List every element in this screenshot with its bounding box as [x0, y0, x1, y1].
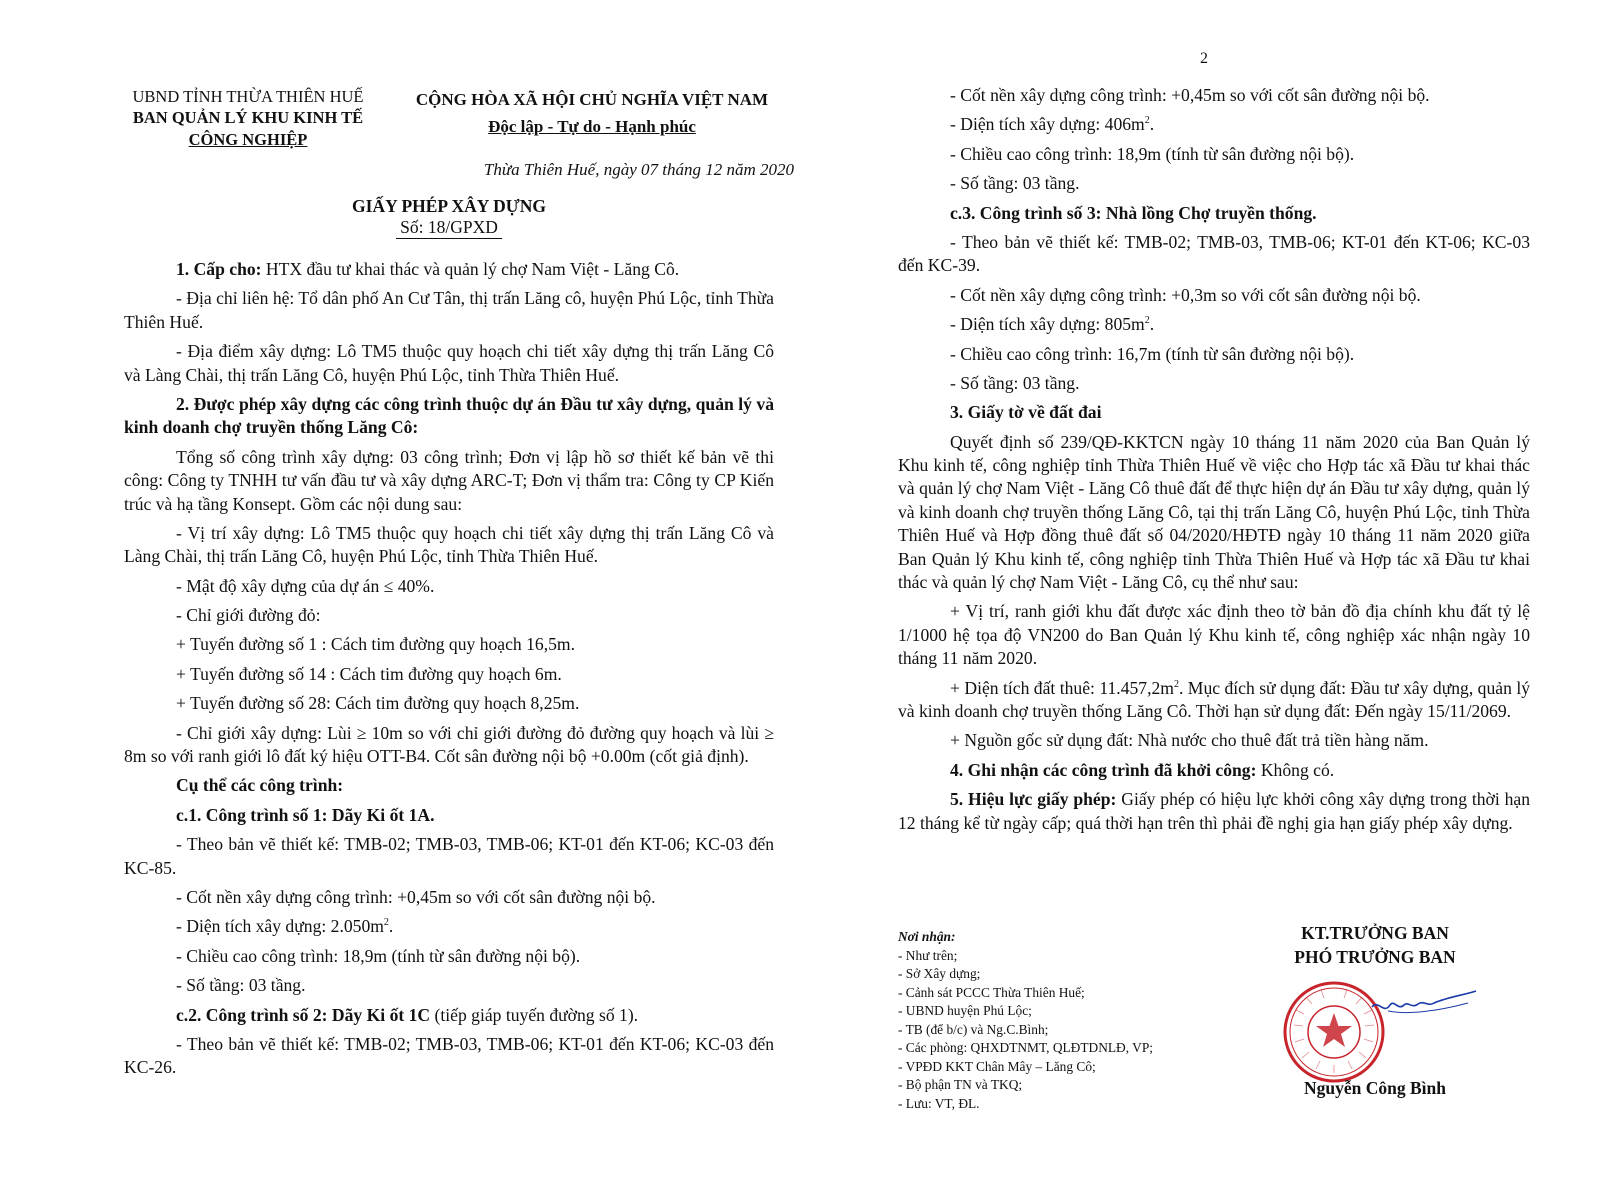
authority-line-2: BAN QUẢN LÝ KHU KINH TẾ [132, 108, 364, 128]
section-4-text: Không có. [1256, 759, 1335, 780]
recipient-item: - UBND huyện Phú Lộc; [898, 1003, 1032, 1018]
section-1-text: HTX đầu tư khai thác và quản lý chợ Nam Việt - Lăng Cô. [261, 259, 680, 279]
document-title: GIẤY PHÉP XÂY DỰNG [352, 196, 546, 216]
document-header [114, 86, 794, 156]
work-2-area [898, 113, 1530, 136]
land-area-end: . Mục đích sử dụng đất: Đầu tư xây dựng, quản lý và kinh doanh chợ truyền thống Lăng Cô. Thời hạn sử dụng đất: Đến ngày 15/11/2069. [898, 677, 1530, 721]
national-title: CỘNG HÒA XÃ HỘI CHỦ NGHĨA VIỆT NAM [415, 90, 769, 109]
recipient-item: - TB (để b/c) và Ng.C.Bình; [898, 1021, 1049, 1037]
work-1-floors: - Số tầng: 03 tầng. [176, 975, 306, 996]
section-1-label: 1. Cấp cho: [176, 259, 262, 279]
works-heading: Cụ thể các công trình: [176, 775, 344, 796]
signature-title [1240, 922, 1510, 969]
recipient-item: - Sở Xây dựng; [898, 966, 981, 981]
work-1-height: - Chiều cao công trình: 18,9m (tính từ sân đường nội bộ). [176, 945, 581, 966]
work-2-floors: - Số tầng: 03 tầng. [950, 173, 1080, 194]
work-3-height: - Chiều cao công trình: 16,7m (tính từ sân đường nội bộ). [950, 343, 1355, 364]
work-2-height: - Chiều cao công trình: 18,9m (tính từ sân đường nội bộ). [950, 143, 1355, 164]
land-area-sup: 2 [1173, 678, 1179, 690]
construction-location: - Địa điểm xây dựng: Lô TM5 thuộc quy hoạch chi tiết xây dựng thị trấn Lăng Cô và Làng Chài, thị trấn Lăng Cô, huyện Phú Lộc, tỉnh Thừa Thiên Huế. [124, 341, 774, 385]
handwritten-signature [1368, 985, 1478, 1035]
contact-address: - Địa chỉ liên hệ: Tổ dân phố An Cư Tân, thị trấn Lăng cô, huyện Phú Lộc, tỉnh Thừa Thiên Huế. [124, 288, 774, 332]
work-2-area-text: - Diện tích xây dựng: 406m [950, 114, 1145, 135]
red-line-heading: - Chỉ giới đường đỏ: [176, 605, 321, 626]
section-4-label: 4. Ghi nhận các công trình đã khởi công: [950, 759, 1257, 780]
issuing-authority [114, 86, 382, 150]
recipient-item: - Như trên; [898, 947, 958, 963]
work-2-area-end: . [1149, 114, 1155, 135]
recipients-block [898, 928, 1238, 1113]
work-2-heading-label: c.2. Công trình số 2: Dãy Ki ốt 1C [176, 1004, 431, 1025]
authority-line-1: UBND TỈNH THỪA THIÊN HUẾ [132, 87, 364, 106]
construction-position: - Vị trí xây dựng: Lô TM5 thuộc quy hoạch chi tiết xây dựng thị trấn Lăng Cô và Làng Chài, thị trấn Lăng Cô, huyện Phú Lộc, tỉnh Thừa Thiên Huế. [124, 522, 774, 567]
road-14: + Tuyến đường số 14 : Cách tim đường quy hoạch 6m. [176, 663, 562, 684]
work-1-heading: c.1. Công trình số 1: Dãy Ki ốt 1A. [176, 804, 435, 825]
work-3-floor-level: - Cốt nền xây dựng công trình: +0,3m so với cốt sân đường nội bộ. [950, 284, 1421, 305]
section-5 [898, 788, 1530, 835]
section-3-heading: 3. Giấy tờ về đất đai [950, 402, 1102, 423]
work-3-area [898, 313, 1530, 336]
land-boundary: + Vị trí, ranh giới khu đất được xác định theo tờ bản đồ địa chính khu đất tỷ lệ 1/1000 hệ tọa độ VN200 do Ban Quản lý Khu kinh tế, công nghiệp xác nhận ngày 10 tháng 11 năm 2020. [898, 601, 1530, 669]
land-area-text: + Diện tích đất thuê: 11.457,2m [950, 677, 1174, 698]
work-3-area-text: - Diện tích xây dựng: 805m [950, 314, 1145, 335]
road-1: + Tuyến đường số 1 : Cách tim đường quy hoạch 16,5m. [176, 634, 575, 655]
national-heading [390, 86, 794, 140]
recipient-item: - VPĐD KKT Chân Mây – Lăng Cô; [898, 1058, 1096, 1074]
left-column [124, 258, 774, 1198]
document-title-block [124, 196, 774, 239]
work-1-area [124, 915, 774, 938]
work-3-heading: c.3. Công trình số 3: Nhà lồng Chợ truyền thống. [950, 202, 1317, 223]
signer-name: Nguyễn Công Bình [1304, 1078, 1446, 1098]
section-4 [898, 759, 1530, 782]
land-origin: + Nguồn gốc sử dụng đất: Nhà nước cho thuê đất trả tiền hàng năm. [950, 730, 1429, 751]
building-density: - Mật độ xây dựng của dự án ≤ 40%. [176, 575, 435, 596]
issue-date: Thừa Thiên Huế, ngày 07 tháng 12 năm 2020 [483, 160, 794, 179]
section-2-intro: Tổng số công trình xây dựng: 03 công trình; Đơn vị lập hồ sơ thiết kế bản vẽ thi công: Công ty TNHH tư vấn đầu tư và xây dựng ARC-T; Đơn vị thẩm tra: Công ty CP Kiến trúc và hạ tầng Konsept. Gồm các nội dung sau: [124, 446, 774, 514]
document-number: Số: 18/GPXD [396, 217, 502, 239]
work-1-drawings: - Theo bản vẽ thiết kế: TMB-02; TMB-03, TMB-06; KT-01 đến KT-06; KC-03 đến KC-85. [124, 834, 774, 878]
work-2-heading [124, 1004, 774, 1027]
road-28: + Tuyến đường số 28: Cách tim đường quy hoạch 8,25m. [176, 693, 580, 714]
work-2-floor-level: - Cốt nền xây dựng công trình: +0,45m so với cốt sân đường nội bộ. [950, 85, 1430, 105]
work-3-area-sup: 2 [1144, 315, 1150, 327]
national-motto: Độc lập - Tự do - Hạnh phúc [488, 117, 696, 137]
recipient-item: - Bộ phận TN và TKQ; [898, 1077, 1023, 1092]
work-1-area-end: . [388, 916, 394, 937]
work-2-heading-note: (tiếp giáp tuyến đường số 1). [430, 1004, 639, 1025]
recipient-item: - Cảnh sát PCCC Thừa Thiên Huế; [898, 984, 1085, 1000]
work-3-drawings: - Theo bản vẽ thiết kế: TMB-02; TMB-03, TMB-06; KT-01 đến KT-06; KC-03 đến KC-39. [898, 231, 1530, 276]
authority-line-3: CÔNG NGHIỆP [188, 129, 308, 149]
work-1-floor-level: - Cốt nền xây dựng công trình: +0,45m so với cốt sân đường nội bộ. [176, 886, 656, 907]
section-5-text: Giấy phép có hiệu lực khởi công xây dựng trong thời hạn 12 tháng kể từ ngày cấp; quá thời hạn trên thì phải đề nghị gia hạn giấy phép xây dựng. [898, 789, 1530, 833]
recipients-title: Nơi nhận: [898, 929, 956, 944]
recipient-item: - Các phòng: QHXDTNMT, QLĐTDNLĐ, VP; [898, 1040, 1154, 1055]
land-area [898, 677, 1530, 724]
work-2-drawings: - Theo bản vẽ thiết kế: TMB-02; TMB-03, TMB-06; KT-01 đến KT-06; KC-03 đến KC-26. [124, 1033, 774, 1078]
signature-line-1: KT.TRƯỞNG BAN [1301, 923, 1449, 943]
work-3-floors: - Số tầng: 03 tầng. [950, 372, 1080, 393]
work-1-area-sup: 2 [383, 917, 389, 929]
section-2-heading: 2. Được phép xây dựng các công trình thuộc dự án Đầu tư xây dựng, quản lý và kinh doanh chợ truyền thống Lăng Cô: [124, 393, 774, 438]
section-5-label: 5. Hiệu lực giấy phép: [950, 789, 1117, 810]
section-3-text: Quyết định số 239/QĐ-KKTCN ngày 10 tháng 11 năm 2020 của Ban Quản lý Khu kinh tế, công nghiệp tỉnh Thừa Thiên Huế về việc cho Hợp tác xã Đầu tư khai thác và quản lý chợ Nam Việt - Lăng Cô thuê đất để thực hiện dự án Đầu tư xây dựng, quản lý và kinh doanh chợ truyền thống Lăng Cô, tại thị trấn Lăng Cô, huyện Phú Lộc, tỉnh Thừa Thiên Huế và Hợp đồng thuê đất số 04/2020/HĐTĐ ngày 10 tháng 11 năm 2020 giữa Ban Quản lý Khu kinh tế, công nghiệp tỉnh Thừa Thiên Huế và Hợp tác xã Đầu tư khai thác và quản lý chợ Nam Việt - Lăng Cô, cụ thể như sau: [898, 431, 1530, 593]
work-3-area-end: . [1149, 314, 1155, 335]
signature-line-2: PHÓ TRƯỞNG BAN [1294, 946, 1456, 967]
setback-line: - Chỉ giới xây dựng: Lùi ≥ 10m so với chỉ giới đường đỏ đường quy hoạch và lùi ≥ 8m so với ranh giới lô đất ký hiệu OTT-B4. Cốt sân đường nội bộ +0.00m (cốt giả định). [124, 722, 774, 767]
work-2-area-sup: 2 [1144, 115, 1150, 127]
section-1 [124, 258, 774, 281]
recipient-item: - Lưu: VT, ĐL. [898, 1095, 980, 1111]
work-1-area-text: - Diện tích xây dựng: 2.050m [176, 916, 384, 937]
page-number: 2 [1200, 50, 1208, 67]
